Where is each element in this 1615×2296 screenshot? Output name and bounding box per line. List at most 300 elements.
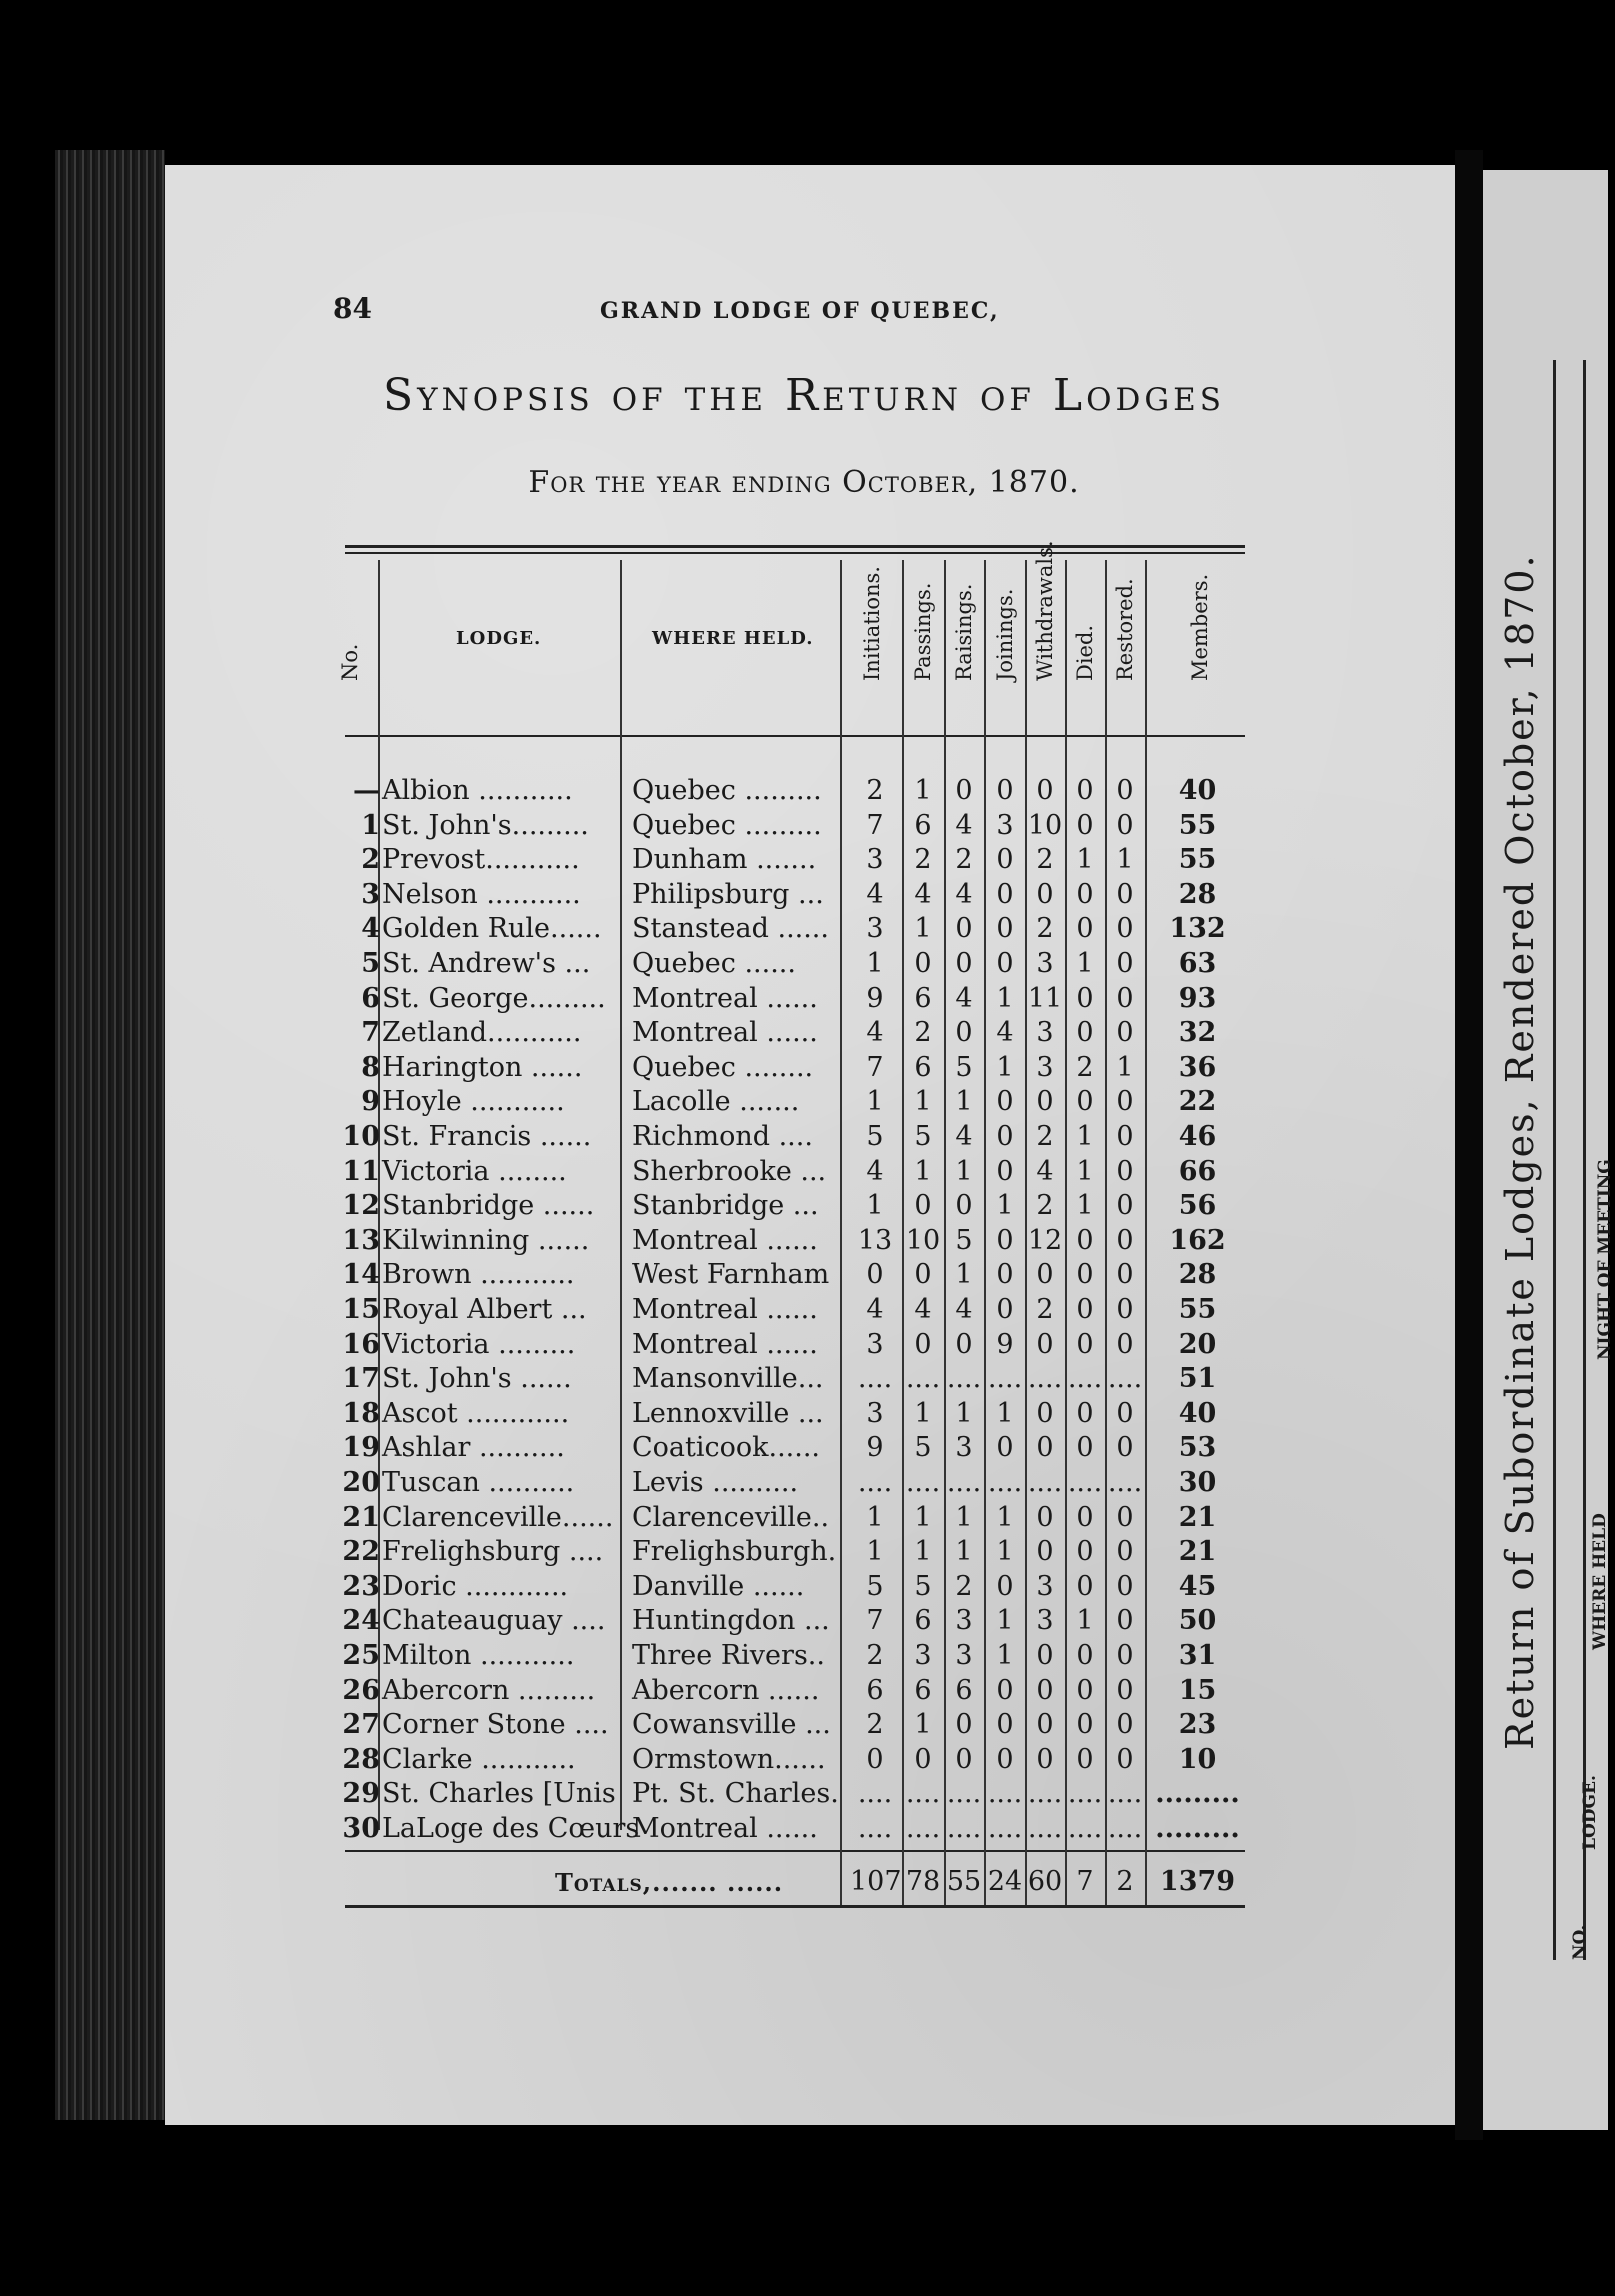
header-no: No. bbox=[338, 643, 362, 681]
joinings-cell: 1 bbox=[996, 982, 1014, 1014]
restored-cell: .... bbox=[1107, 1467, 1143, 1498]
row-number: 2 bbox=[361, 844, 380, 876]
table-row bbox=[0, 1329, 1608, 1363]
joinings-cell: 1 bbox=[996, 1536, 1014, 1568]
raisings-cell: 0 bbox=[955, 1743, 973, 1775]
passings-cell: 1 bbox=[914, 913, 932, 945]
died-cell: 0 bbox=[1076, 1086, 1094, 1118]
joinings-cell: 0 bbox=[996, 1570, 1014, 1602]
restored-cell: 0 bbox=[1116, 1570, 1134, 1602]
where-held: Quebec ......... bbox=[632, 775, 822, 806]
total-value: 1379 bbox=[1159, 1866, 1236, 1897]
lodge-name: Ashlar .......... bbox=[382, 1432, 565, 1464]
passings-cell: 2 bbox=[914, 1017, 932, 1049]
members-cell: 21 bbox=[1178, 1536, 1217, 1568]
lodge-name: Albion ........... bbox=[382, 775, 573, 806]
where-held: Coaticook...... bbox=[632, 1432, 820, 1464]
members-cell: 55 bbox=[1178, 844, 1217, 876]
row-number: — bbox=[353, 775, 380, 806]
restored-cell: .... bbox=[1107, 1363, 1143, 1395]
lodge-name: LaLoge des Cœurs bbox=[382, 1813, 640, 1844]
where-held: Danville ...... bbox=[632, 1570, 805, 1602]
restored-cell: 0 bbox=[1116, 878, 1134, 910]
right-page-rule bbox=[1553, 360, 1556, 1960]
joinings-cell: 0 bbox=[996, 1294, 1014, 1325]
joinings-cell: 1 bbox=[996, 1501, 1014, 1533]
withdrawals-cell: 0 bbox=[1036, 1536, 1054, 1568]
where-held: Montreal ...... bbox=[632, 982, 818, 1014]
withdrawals-cell: 11 bbox=[1027, 982, 1063, 1014]
raisings-cell: 0 bbox=[955, 948, 973, 979]
row-number: 13 bbox=[342, 1224, 380, 1256]
initiations-cell: .... bbox=[857, 1813, 893, 1844]
members-cell: 93 bbox=[1178, 982, 1217, 1014]
lodge-name: Clarke ........... bbox=[382, 1743, 576, 1775]
table-row bbox=[0, 1259, 1608, 1293]
initiations-cell: 7 bbox=[866, 1605, 884, 1637]
withdrawals-cell: .... bbox=[1027, 1467, 1063, 1498]
restored-cell: 0 bbox=[1116, 1605, 1134, 1637]
members-cell: 40 bbox=[1178, 1397, 1217, 1429]
restored-cell: .... bbox=[1107, 1813, 1143, 1844]
members-cell: ......... bbox=[1155, 1778, 1240, 1810]
lodge-name: Victoria ........ bbox=[382, 1155, 567, 1187]
died-cell: 0 bbox=[1076, 775, 1094, 806]
lodge-name: St. George......... bbox=[382, 982, 606, 1014]
restored-cell: .... bbox=[1107, 1778, 1143, 1810]
table-row bbox=[0, 948, 1608, 982]
where-held: Richmond .... bbox=[632, 1121, 813, 1152]
raisings-cell: 1 bbox=[955, 1501, 973, 1533]
joinings-cell: 0 bbox=[996, 1743, 1014, 1775]
initiations-cell: 7 bbox=[866, 809, 884, 841]
lodge-name: Frelighsburg .... bbox=[382, 1536, 604, 1568]
raisings-cell: 5 bbox=[955, 1051, 973, 1083]
table-row bbox=[0, 1156, 1608, 1190]
withdrawals-cell: 2 bbox=[1036, 1294, 1054, 1325]
members-cell: 40 bbox=[1178, 775, 1217, 806]
restored-cell: 0 bbox=[1116, 1017, 1134, 1049]
header-where-held: WHERE HELD. bbox=[652, 628, 814, 649]
header-rule bbox=[345, 735, 1245, 737]
lodge-name: Hoyle ........... bbox=[382, 1086, 565, 1118]
joinings-cell: 1 bbox=[996, 1051, 1014, 1083]
row-number: 28 bbox=[342, 1743, 380, 1775]
where-held: Montreal ...... bbox=[632, 1294, 818, 1325]
table-row bbox=[0, 983, 1608, 1017]
row-number: 1 bbox=[361, 809, 380, 841]
restored-cell: 0 bbox=[1116, 948, 1134, 979]
initiations-cell: 4 bbox=[866, 1155, 884, 1187]
lodge-name: Harington ...... bbox=[382, 1051, 583, 1083]
initiations-cell: 1 bbox=[866, 1536, 884, 1568]
where-held: Lacolle ....... bbox=[632, 1086, 800, 1118]
lodge-name: Clarenceville...... bbox=[382, 1501, 614, 1533]
withdrawals-cell: 0 bbox=[1036, 1501, 1054, 1533]
total-value: 55 bbox=[946, 1866, 982, 1897]
row-number: 29 bbox=[342, 1778, 380, 1810]
row-number: 7 bbox=[361, 1017, 380, 1049]
withdrawals-cell: 0 bbox=[1036, 1674, 1054, 1706]
members-cell: 132 bbox=[1169, 913, 1226, 945]
died-cell: 0 bbox=[1076, 1570, 1094, 1602]
died-cell: 0 bbox=[1076, 1501, 1094, 1533]
where-held: Pt. St. Charles. bbox=[632, 1778, 839, 1810]
joinings-cell: 1 bbox=[996, 1605, 1014, 1637]
withdrawals-cell: 0 bbox=[1036, 1432, 1054, 1464]
page-subtitle: For the year ending October, 1870. bbox=[528, 465, 1080, 500]
table-row bbox=[0, 1778, 1608, 1812]
initiations-cell: 7 bbox=[866, 1051, 884, 1083]
table-row bbox=[0, 1190, 1608, 1224]
died-cell: 0 bbox=[1076, 1294, 1094, 1325]
withdrawals-cell: 3 bbox=[1036, 1051, 1054, 1083]
right-page-title: Return of Subordinate Lodges, Rendered October, 1870. bbox=[1498, 553, 1542, 1750]
passings-cell: 1 bbox=[914, 1155, 932, 1187]
died-cell: 0 bbox=[1076, 1674, 1094, 1706]
withdrawals-cell: 3 bbox=[1036, 1570, 1054, 1602]
members-cell: 15 bbox=[1178, 1674, 1217, 1706]
raisings-cell: 0 bbox=[955, 913, 973, 945]
lodge-name: Brown ........... bbox=[382, 1259, 575, 1291]
joinings-cell: 0 bbox=[996, 948, 1014, 979]
joinings-cell: 1 bbox=[996, 1640, 1014, 1671]
restored-cell: 0 bbox=[1116, 775, 1134, 806]
withdrawals-cell: 2 bbox=[1036, 1190, 1054, 1222]
table-row bbox=[0, 1086, 1608, 1120]
withdrawals-cell: 3 bbox=[1036, 948, 1054, 979]
row-number: 11 bbox=[342, 1155, 380, 1187]
header-joinings: Joinings. bbox=[993, 588, 1017, 681]
initiations-cell: 2 bbox=[866, 1709, 884, 1741]
table-row bbox=[0, 810, 1608, 844]
members-cell: 66 bbox=[1178, 1155, 1217, 1187]
table-row bbox=[0, 1709, 1608, 1743]
died-cell: .... bbox=[1067, 1813, 1103, 1844]
lodge-name: Abercorn ......... bbox=[382, 1674, 596, 1706]
where-held: Montreal ...... bbox=[632, 1813, 818, 1844]
lodge-name: Victoria ......... bbox=[382, 1328, 576, 1360]
table-row bbox=[0, 1398, 1608, 1432]
passings-cell: 1 bbox=[914, 1709, 932, 1741]
members-cell: 10 bbox=[1178, 1743, 1217, 1775]
raisings-cell: 4 bbox=[955, 809, 973, 841]
table-row bbox=[0, 913, 1608, 947]
members-cell: 21 bbox=[1178, 1501, 1217, 1533]
died-cell: 0 bbox=[1076, 1397, 1094, 1429]
lodge-name: St. Francis ...... bbox=[382, 1121, 592, 1152]
raisings-cell: 3 bbox=[955, 1605, 973, 1637]
joinings-cell: 0 bbox=[996, 878, 1014, 910]
bottom-rule bbox=[345, 1905, 1245, 1908]
joinings-cell: .... bbox=[987, 1363, 1023, 1395]
initiations-cell: 0 bbox=[866, 1743, 884, 1775]
table-row bbox=[0, 1813, 1608, 1847]
initiations-cell: 1 bbox=[866, 1501, 884, 1533]
lodge-name: St. John's ...... bbox=[382, 1363, 572, 1395]
joinings-cell: 0 bbox=[996, 1674, 1014, 1706]
restored-cell: 0 bbox=[1116, 1743, 1134, 1775]
totals-rule bbox=[345, 1850, 1245, 1852]
joinings-cell: 0 bbox=[996, 1432, 1014, 1464]
passings-cell: 1 bbox=[914, 1397, 932, 1429]
raisings-cell: .... bbox=[946, 1467, 982, 1498]
total-value: 60 bbox=[1027, 1866, 1063, 1897]
row-number: 8 bbox=[361, 1051, 380, 1083]
withdrawals-cell: 3 bbox=[1036, 1017, 1054, 1049]
died-cell: 1 bbox=[1076, 1605, 1094, 1637]
members-cell: 32 bbox=[1178, 1017, 1217, 1049]
passings-cell: .... bbox=[905, 1778, 941, 1810]
lodge-name: Stanbridge ...... bbox=[382, 1190, 595, 1222]
row-number: 6 bbox=[361, 982, 380, 1014]
passings-cell: 5 bbox=[914, 1570, 932, 1602]
passings-cell: 5 bbox=[914, 1121, 932, 1152]
raisings-cell: 0 bbox=[955, 1328, 973, 1360]
initiations-cell: 5 bbox=[866, 1570, 884, 1602]
joinings-cell: 0 bbox=[996, 1709, 1014, 1741]
raisings-cell: 0 bbox=[955, 775, 973, 806]
initiations-cell: 6 bbox=[866, 1674, 884, 1706]
table-row bbox=[0, 879, 1608, 913]
joinings-cell: 0 bbox=[996, 1259, 1014, 1291]
raisings-cell: 0 bbox=[955, 1190, 973, 1222]
row-number: 4 bbox=[361, 913, 380, 945]
where-held: Stanstead ...... bbox=[632, 913, 829, 945]
passings-cell: 0 bbox=[914, 1190, 932, 1222]
restored-cell: 0 bbox=[1116, 1536, 1134, 1568]
row-number: 23 bbox=[342, 1570, 380, 1602]
table-row bbox=[0, 775, 1608, 809]
passings-cell: 1 bbox=[914, 1501, 932, 1533]
header-restored: Restored. bbox=[1113, 578, 1137, 681]
members-cell: 56 bbox=[1178, 1190, 1217, 1222]
died-cell: .... bbox=[1067, 1363, 1103, 1395]
right-page-header-lodge: LODGE. bbox=[1580, 1775, 1600, 1850]
raisings-cell: 3 bbox=[955, 1640, 973, 1671]
table-row bbox=[0, 1432, 1608, 1466]
header-initiations: Initiations. bbox=[860, 566, 884, 681]
withdrawals-cell: 3 bbox=[1036, 1605, 1054, 1637]
where-held: Stanbridge ... bbox=[632, 1190, 819, 1222]
died-cell: 1 bbox=[1076, 1155, 1094, 1187]
raisings-cell: 1 bbox=[955, 1536, 973, 1568]
where-held: Clarenceville.. bbox=[632, 1501, 830, 1533]
total-value: 7 bbox=[1076, 1866, 1094, 1897]
page-number: 84 bbox=[333, 292, 372, 325]
where-held: Montreal ...... bbox=[632, 1224, 818, 1256]
table-row bbox=[0, 1675, 1608, 1709]
initiations-cell: 2 bbox=[866, 775, 884, 806]
raisings-cell: .... bbox=[946, 1778, 982, 1810]
raisings-cell: 6 bbox=[955, 1674, 973, 1706]
died-cell: 0 bbox=[1076, 1259, 1094, 1291]
withdrawals-cell: 0 bbox=[1036, 775, 1054, 806]
row-number: 18 bbox=[342, 1397, 380, 1429]
table-row bbox=[0, 1467, 1608, 1501]
row-number: 10 bbox=[342, 1121, 380, 1152]
table-row bbox=[0, 844, 1608, 878]
row-number: 16 bbox=[342, 1328, 380, 1360]
initiations-cell: 4 bbox=[866, 1294, 884, 1325]
passings-cell: 1 bbox=[914, 1536, 932, 1568]
table-row bbox=[0, 1225, 1608, 1259]
where-held: Levis .......... bbox=[632, 1467, 799, 1498]
header-members: Members. bbox=[1188, 573, 1212, 681]
restored-cell: 0 bbox=[1116, 1224, 1134, 1256]
running-head: GRAND LODGE OF QUEBEC, bbox=[600, 298, 1000, 324]
initiations-cell: 13 bbox=[857, 1224, 893, 1256]
passings-cell: 4 bbox=[914, 1294, 932, 1325]
where-held: Montreal ...... bbox=[632, 1328, 818, 1360]
header-lodge: LODGE. bbox=[456, 628, 542, 649]
right-page-header-where-held: WHERE HELD bbox=[1590, 1513, 1610, 1650]
died-cell: 0 bbox=[1076, 913, 1094, 945]
raisings-cell: 2 bbox=[955, 844, 973, 876]
lodge-name: Royal Albert ... bbox=[382, 1294, 587, 1325]
row-number: 17 bbox=[342, 1363, 380, 1395]
raisings-cell: 4 bbox=[955, 878, 973, 910]
where-held: Dunham ....... bbox=[632, 844, 817, 876]
initiations-cell: 3 bbox=[866, 844, 884, 876]
died-cell: 1 bbox=[1076, 1121, 1094, 1152]
where-held: Quebec ...... bbox=[632, 948, 796, 979]
members-cell: 23 bbox=[1178, 1709, 1217, 1741]
header-withdrawals: Withdrawals. bbox=[1033, 540, 1057, 681]
raisings-cell: 4 bbox=[955, 1294, 973, 1325]
members-cell: 28 bbox=[1178, 1259, 1217, 1291]
right-page-rule bbox=[1583, 360, 1586, 1960]
table-row bbox=[0, 1744, 1608, 1778]
raisings-cell: 0 bbox=[955, 1709, 973, 1741]
totals-label: Totals,....... ...... bbox=[555, 1868, 784, 1897]
restored-cell: 0 bbox=[1116, 1397, 1134, 1429]
withdrawals-cell: 0 bbox=[1036, 1709, 1054, 1741]
initiations-cell: .... bbox=[857, 1778, 893, 1810]
initiations-cell: 3 bbox=[866, 1328, 884, 1360]
members-cell: 22 bbox=[1178, 1086, 1217, 1118]
top-rule bbox=[345, 545, 1245, 548]
lodge-name: Kilwinning ...... bbox=[382, 1224, 590, 1256]
where-held: Quebec ........ bbox=[632, 1051, 814, 1083]
table-row bbox=[0, 1052, 1608, 1086]
where-held: Frelighsburgh. bbox=[632, 1536, 837, 1568]
restored-cell: 0 bbox=[1116, 1674, 1134, 1706]
raisings-cell: 4 bbox=[955, 1121, 973, 1152]
passings-cell: 0 bbox=[914, 1259, 932, 1291]
died-cell: 0 bbox=[1076, 1640, 1094, 1671]
withdrawals-cell: 12 bbox=[1027, 1224, 1063, 1256]
members-cell: 51 bbox=[1178, 1363, 1217, 1395]
withdrawals-cell: .... bbox=[1027, 1813, 1063, 1844]
passings-cell: 10 bbox=[905, 1224, 941, 1256]
header-raisings: Raisings. bbox=[952, 583, 976, 681]
died-cell: 0 bbox=[1076, 1432, 1094, 1464]
row-number: 5 bbox=[361, 948, 380, 979]
where-held: Huntingdon ... bbox=[632, 1605, 830, 1637]
withdrawals-cell: 0 bbox=[1036, 1743, 1054, 1775]
lodge-name: Milton ........... bbox=[382, 1640, 575, 1671]
row-number: 25 bbox=[342, 1640, 380, 1671]
right-page-header-no: NO. bbox=[1570, 1924, 1590, 1960]
withdrawals-cell: 2 bbox=[1036, 1121, 1054, 1152]
page-title: Synopsis of the Return of Lodges bbox=[383, 370, 1225, 421]
restored-cell: 0 bbox=[1116, 982, 1134, 1014]
passings-cell: 0 bbox=[914, 1328, 932, 1360]
died-cell: 1 bbox=[1076, 844, 1094, 876]
passings-cell: 6 bbox=[914, 982, 932, 1014]
passings-cell: 1 bbox=[914, 775, 932, 806]
members-cell: 162 bbox=[1169, 1224, 1226, 1256]
withdrawals-cell: .... bbox=[1027, 1778, 1063, 1810]
table-row bbox=[0, 1502, 1608, 1536]
table-row bbox=[0, 1294, 1608, 1328]
row-number: 20 bbox=[342, 1467, 380, 1498]
initiations-cell: 5 bbox=[866, 1121, 884, 1152]
passings-cell: 5 bbox=[914, 1432, 932, 1464]
lodge-name: Nelson ........... bbox=[382, 878, 581, 910]
joinings-cell: 4 bbox=[996, 1017, 1014, 1049]
total-value: 78 bbox=[905, 1866, 941, 1897]
raisings-cell: 1 bbox=[955, 1086, 973, 1118]
where-held: West Farnham bbox=[632, 1259, 830, 1291]
lodge-name: Golden Rule...... bbox=[382, 913, 602, 945]
row-number: 14 bbox=[342, 1259, 380, 1291]
restored-cell: 0 bbox=[1116, 1294, 1134, 1325]
row-number: 22 bbox=[342, 1536, 380, 1568]
members-cell: 55 bbox=[1178, 1294, 1217, 1325]
passings-cell: 6 bbox=[914, 1605, 932, 1637]
withdrawals-cell: 0 bbox=[1036, 1640, 1054, 1671]
passings-cell: .... bbox=[905, 1363, 941, 1395]
joinings-cell: 9 bbox=[996, 1328, 1014, 1360]
table-row bbox=[0, 1640, 1608, 1674]
table-row bbox=[0, 1121, 1608, 1155]
died-cell: 0 bbox=[1076, 1017, 1094, 1049]
members-cell: 28 bbox=[1178, 878, 1217, 910]
passings-cell: 2 bbox=[914, 844, 932, 876]
restored-cell: 0 bbox=[1116, 1121, 1134, 1152]
died-cell: 0 bbox=[1076, 1328, 1094, 1360]
where-held: Montreal ...... bbox=[632, 1017, 818, 1049]
died-cell: 0 bbox=[1076, 1743, 1094, 1775]
lodge-name: St. Andrew's ... bbox=[382, 948, 591, 979]
initiations-cell: 2 bbox=[866, 1640, 884, 1671]
restored-cell: 0 bbox=[1116, 1501, 1134, 1533]
table-row bbox=[0, 1017, 1608, 1051]
members-cell: 31 bbox=[1178, 1640, 1217, 1671]
raisings-cell: 4 bbox=[955, 982, 973, 1014]
members-cell: 53 bbox=[1178, 1432, 1217, 1464]
row-number: 19 bbox=[342, 1432, 380, 1464]
raisings-cell: .... bbox=[946, 1363, 982, 1395]
initiations-cell: 0 bbox=[866, 1259, 884, 1291]
restored-cell: 0 bbox=[1116, 1086, 1134, 1118]
initiations-cell: 4 bbox=[866, 878, 884, 910]
initiations-cell: .... bbox=[857, 1467, 893, 1498]
died-cell: 1 bbox=[1076, 948, 1094, 979]
joinings-cell: 1 bbox=[996, 1190, 1014, 1222]
restored-cell: 0 bbox=[1116, 1328, 1134, 1360]
members-cell: 63 bbox=[1178, 948, 1217, 979]
row-number: 9 bbox=[361, 1086, 380, 1118]
raisings-cell: .... bbox=[946, 1813, 982, 1844]
row-number: 30 bbox=[342, 1813, 380, 1844]
row-number: 24 bbox=[342, 1605, 380, 1637]
restored-cell: 0 bbox=[1116, 1155, 1134, 1187]
passings-cell: .... bbox=[905, 1813, 941, 1844]
passings-cell: 3 bbox=[914, 1640, 932, 1671]
